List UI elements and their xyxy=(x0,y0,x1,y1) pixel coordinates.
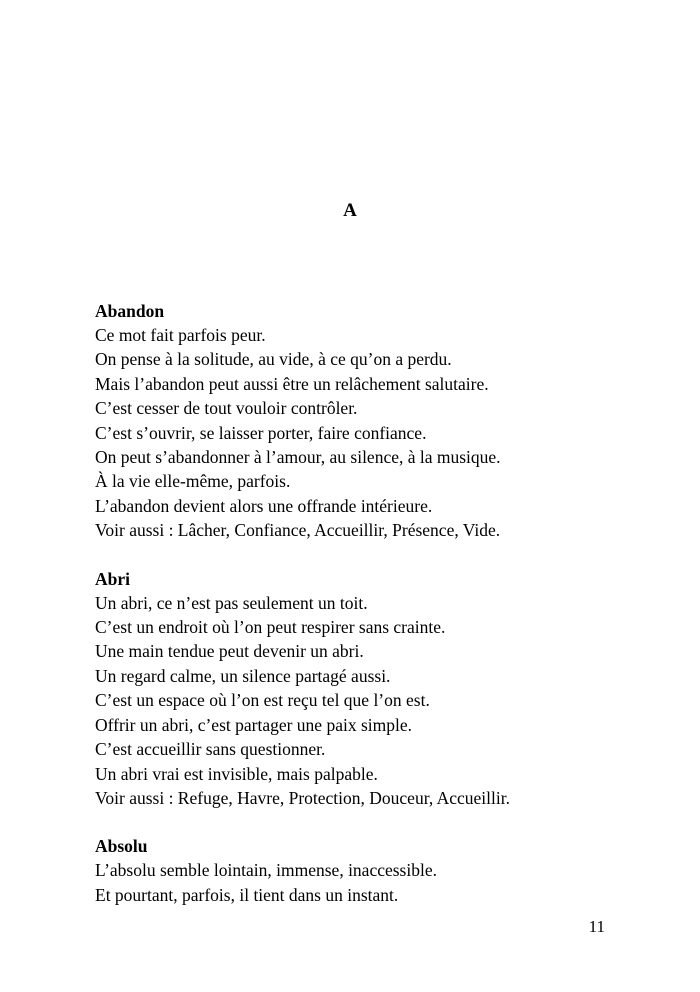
see-also-line: Voir aussi : Refuge, Havre, Protection, Douceur, Accueillir. xyxy=(95,787,510,808)
entry-line: Un regard calme, un silence partagé aussi. xyxy=(95,665,391,686)
page-number: 11 xyxy=(588,917,605,936)
entry-abandon xyxy=(95,299,635,543)
entry-line: À la vie elle-même, parfois. xyxy=(95,471,291,492)
entry-line: C’est s’ouvrir, se laisser porter, faire confiance. xyxy=(95,422,427,443)
entry-line: Une main tendue peut devenir un abri. xyxy=(95,641,364,662)
entry-line: Mais l’abandon peut aussi être un relâchement salutaire. xyxy=(95,373,489,394)
entry-line: L’abandon devient alors une offrande intérieure. xyxy=(95,495,433,516)
entry-line: Ce mot fait parfois peur. xyxy=(95,325,266,345)
entry-line: Un abri vrai est invisible, mais palpable. xyxy=(95,763,378,784)
entry-title: Abri xyxy=(95,568,130,589)
entry-title: Absolu xyxy=(95,836,148,857)
entry-abri xyxy=(95,567,635,811)
entry-line: Offrir un abri, c’est partager une paix simple. xyxy=(95,714,412,735)
entry-title: Abandon xyxy=(95,301,165,321)
entry-line: Et pourtant, parfois, il tient dans un instant. xyxy=(95,884,399,905)
see-also-line: Voir aussi : Lâcher, Confiance, Accueillir, Présence, Vide. xyxy=(95,520,501,541)
entry-absolu xyxy=(95,834,635,907)
entry-line: C’est accueillir sans questionner. xyxy=(95,739,326,760)
entry-line: L’absolu semble lointain, immense, inaccessible. xyxy=(95,860,437,881)
entry-line: Un abri, ce n’est pas seulement un toit. xyxy=(95,592,368,613)
entry-line: C’est cesser de tout vouloir contrôler. xyxy=(95,398,358,419)
entry-line: On peut s’abandonner à l’amour, au silence, à la musique. xyxy=(95,447,501,468)
entry-line: On pense à la solitude, au vide, à ce qu’on a perdu. xyxy=(95,349,452,370)
entry-line: C’est un espace où l’on est reçu tel que l’on est. xyxy=(95,690,430,711)
dictionary-entries xyxy=(95,299,635,931)
section-letter-heading: A xyxy=(343,200,357,221)
entry-line: C’est un endroit où l’on peut respirer sans crainte. xyxy=(95,617,446,638)
